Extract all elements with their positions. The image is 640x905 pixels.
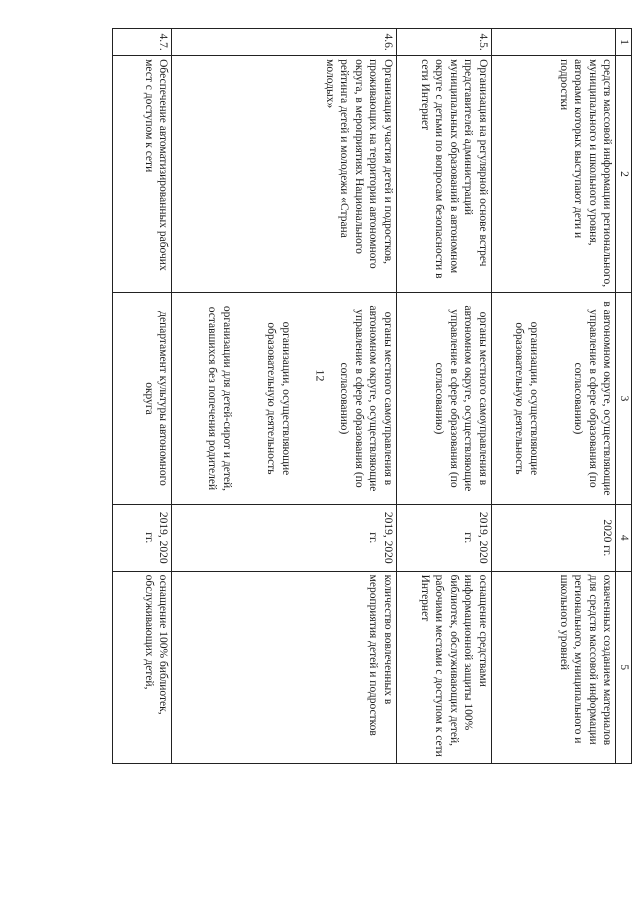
table-row <box>113 29 172 764</box>
row-number: 4.6. <box>172 29 397 56</box>
measures-table <box>112 28 632 764</box>
event-cell: Организация участия детей и подростков, проживающих на территории автономного округа, в мероприятиях Национального рейтинга детей и молодежи «Страна молодых» <box>172 56 397 293</box>
executor-cell <box>491 292 616 504</box>
period-cell: 2020 гг. <box>491 505 616 572</box>
executor-line: организации, осуществляющие образовательную деятельность <box>513 321 540 476</box>
table-row <box>172 29 397 764</box>
executor-cell <box>113 292 172 504</box>
row-number: 4.7. <box>113 29 172 56</box>
period-cell: 2019, 2020 гг. <box>396 505 491 572</box>
executor-line: организации, осуществляющие образовательную деятельность <box>265 321 292 476</box>
table-row <box>491 29 616 764</box>
header-col-3: 3 <box>616 292 632 504</box>
table-row <box>396 29 491 764</box>
executor-line: департамент культуры автономного округа <box>142 311 170 486</box>
period-cell: 2019, 2020 гг. <box>172 505 397 572</box>
executor-line: в автономном округе, осуществляющие управление в сфере образования (по согласованию) <box>572 301 614 496</box>
result-cell: оснащение средствами информационной защиты 100% библиотек, обслуживающих детей, рабочими местами с доступом к сети Интернет <box>396 571 491 763</box>
executor-cell <box>172 292 397 504</box>
header-col-2: 2 <box>616 56 632 293</box>
executor-line: организации для детей-сирот и детей, оставшихся без попечения родителей <box>206 305 233 491</box>
result-cell: оснащение 100% библиотек, обслуживающих детей, <box>113 571 172 763</box>
result-cell: количество вовлеченных в мероприятия детей и подростков <box>172 571 397 763</box>
event-cell: средств массовой информации регионального, муниципального и школьного уровня, авторами которых выступают дети и подростки <box>491 56 616 293</box>
event-cell: Организация на регулярной основе встреч представителей администраций муниципальных образований в автономном округе с детьми по вопросам безопасности в сети Интернет <box>396 56 491 293</box>
header-row <box>616 29 632 764</box>
executor-line: органы местного самоуправления в автономном округе, осуществляющие управление в сфере образования (по согласованию) <box>433 305 489 492</box>
row-number <box>491 29 616 56</box>
row-number: 4.5. <box>396 29 491 56</box>
executor-cell <box>396 292 491 504</box>
header-col-5: 5 <box>616 571 632 763</box>
event-cell: Обеспечение автоматизированных рабочих мест с доступом к сети <box>113 56 172 293</box>
header-col-1: 1 <box>616 29 632 56</box>
header-col-4: 4 <box>616 505 632 572</box>
executor-line: органы местного самоуправления в автономном округе, осуществляющие управление в сфере образования (по согласованию) <box>338 305 394 492</box>
period-cell: 2019, 2020 гг. <box>113 505 172 572</box>
result-cell: охваченных созданием материалов для средств массовой информации регионального, муниципального и школьного уровней <box>491 571 616 763</box>
rotated-table-wrapper <box>112 28 632 764</box>
page-number: 12 <box>313 369 328 382</box>
